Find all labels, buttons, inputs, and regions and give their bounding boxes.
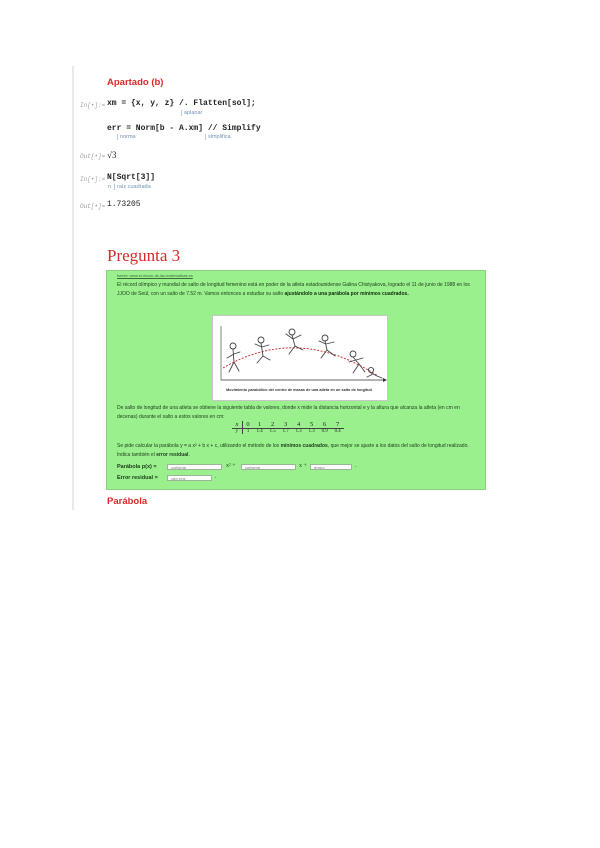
source-link[interactable]: fuente: www.el-rincon-de-las-matematicas.es bbox=[117, 274, 193, 278]
autocomplete-hint-raiz: raíz cuadrada bbox=[114, 184, 151, 190]
data-table bbox=[232, 421, 344, 434]
question-paragraph-3 bbox=[117, 442, 479, 459]
parabola-section-title: Parábola bbox=[107, 496, 148, 507]
paragraph-bold: error residual bbox=[156, 451, 189, 458]
x2-term: x² + bbox=[226, 463, 236, 469]
table-cell: 3 bbox=[279, 421, 292, 429]
table-cell: 1.3 bbox=[295, 429, 302, 434]
autocomplete-hint-simplifica: simplifica bbox=[205, 134, 231, 140]
paragraph-text: . bbox=[188, 451, 190, 458]
paragraph-text: , que mejor se ajuste a los datos del salto de longitud realizado. Indica también el bbox=[117, 443, 469, 458]
question-panel bbox=[106, 270, 486, 490]
period: . bbox=[215, 474, 217, 480]
cell-bracket-bar bbox=[72, 66, 74, 510]
table-cell: 1.7 bbox=[282, 429, 289, 434]
paragraph-text: El récord olímpico y mundial de salto de longitud femenino está en poder de la atleta estadounidense Galina Chistyakova, logrado el 11 de junio de 1988 en los JJOO de Seúl, con un salto de 7.52 m. Vamos entonces a estudiar su salto bbox=[117, 282, 470, 297]
table-cell: x bbox=[232, 421, 242, 429]
residual-error-input[interactable]: valor error bbox=[167, 475, 212, 481]
table-cell: 0 bbox=[242, 421, 253, 429]
figure-caption: Movimiento parabólico del centro de masas de una atleta en un salto de longitud bbox=[226, 388, 372, 392]
autocomplete-hint-n: n bbox=[108, 184, 112, 190]
table-cell: 0.9 bbox=[321, 429, 328, 434]
period: . bbox=[355, 463, 357, 469]
table-cell: 1 bbox=[246, 429, 250, 434]
coef-a-input[interactable]: coeficiente bbox=[167, 464, 222, 470]
paragraph-bold: ajustándolo a una parábola por mínimos cuadrados. bbox=[284, 290, 409, 297]
x-term: x + bbox=[299, 463, 307, 469]
autocomplete-hint-aplanar: aplanar bbox=[181, 110, 202, 116]
table-cell: 6 bbox=[318, 421, 331, 429]
input-label: In[•]:= bbox=[80, 176, 106, 183]
question-title: Pregunta 3 bbox=[107, 246, 181, 265]
output-numeric: 1.73205 bbox=[107, 200, 141, 209]
autocomplete-hint-norma: norma bbox=[117, 134, 136, 140]
table-cell: 5 bbox=[305, 421, 318, 429]
paragraph-bold: mínimos cuadrados bbox=[280, 443, 328, 449]
coef-b-input[interactable]: coeficiente bbox=[241, 464, 296, 470]
table-cell: 0.4 bbox=[334, 429, 341, 434]
code-line-nsqrt[interactable]: N[Sqrt[3]] bbox=[107, 173, 156, 182]
table-cell: 1.5 bbox=[269, 429, 276, 434]
table-cell: 1 bbox=[253, 421, 266, 429]
table-row bbox=[232, 429, 344, 435]
error-label: Error residual = bbox=[117, 475, 158, 481]
table-cell: 2 bbox=[266, 421, 279, 429]
table-cell: 1.4 bbox=[256, 429, 263, 434]
parabola-label: Parábola p(x) = bbox=[117, 464, 157, 470]
table-cell: y bbox=[232, 429, 242, 435]
output-sqrt3: √3 bbox=[107, 150, 117, 160]
table-cell: 7 bbox=[331, 421, 344, 429]
table-row bbox=[232, 421, 344, 429]
output-label: Out[•]= bbox=[80, 203, 106, 210]
table-cell: 1.3 bbox=[308, 429, 315, 434]
coef-c-input[interactable]: término bbox=[310, 464, 352, 470]
table-cell: 4 bbox=[292, 421, 305, 429]
paragraph-text: Se pide calcular la parábola y = a x² + b x + c, utilizando el método de los bbox=[117, 443, 280, 449]
output-label: Out[•]= bbox=[80, 153, 106, 160]
question-paragraph-1 bbox=[117, 281, 479, 298]
section-b-title: Apartado (b) bbox=[107, 77, 164, 88]
code-line-xm[interactable]: xm = {x, y, z} /. Flatten[sol]; bbox=[107, 99, 256, 108]
input-label: In[•]:= bbox=[80, 102, 106, 109]
question-paragraph-2: De salto de longitud de una atleta se obtiene la siguiente tabla de valores, donde x mide la distancia horizontal e y la altura que alcanza la atleta (en cm en decenas) durante el salto a estos valores en cm: bbox=[117, 405, 460, 420]
code-line-err[interactable]: err = Norm[b - A.xm] // Simplify bbox=[107, 124, 261, 133]
